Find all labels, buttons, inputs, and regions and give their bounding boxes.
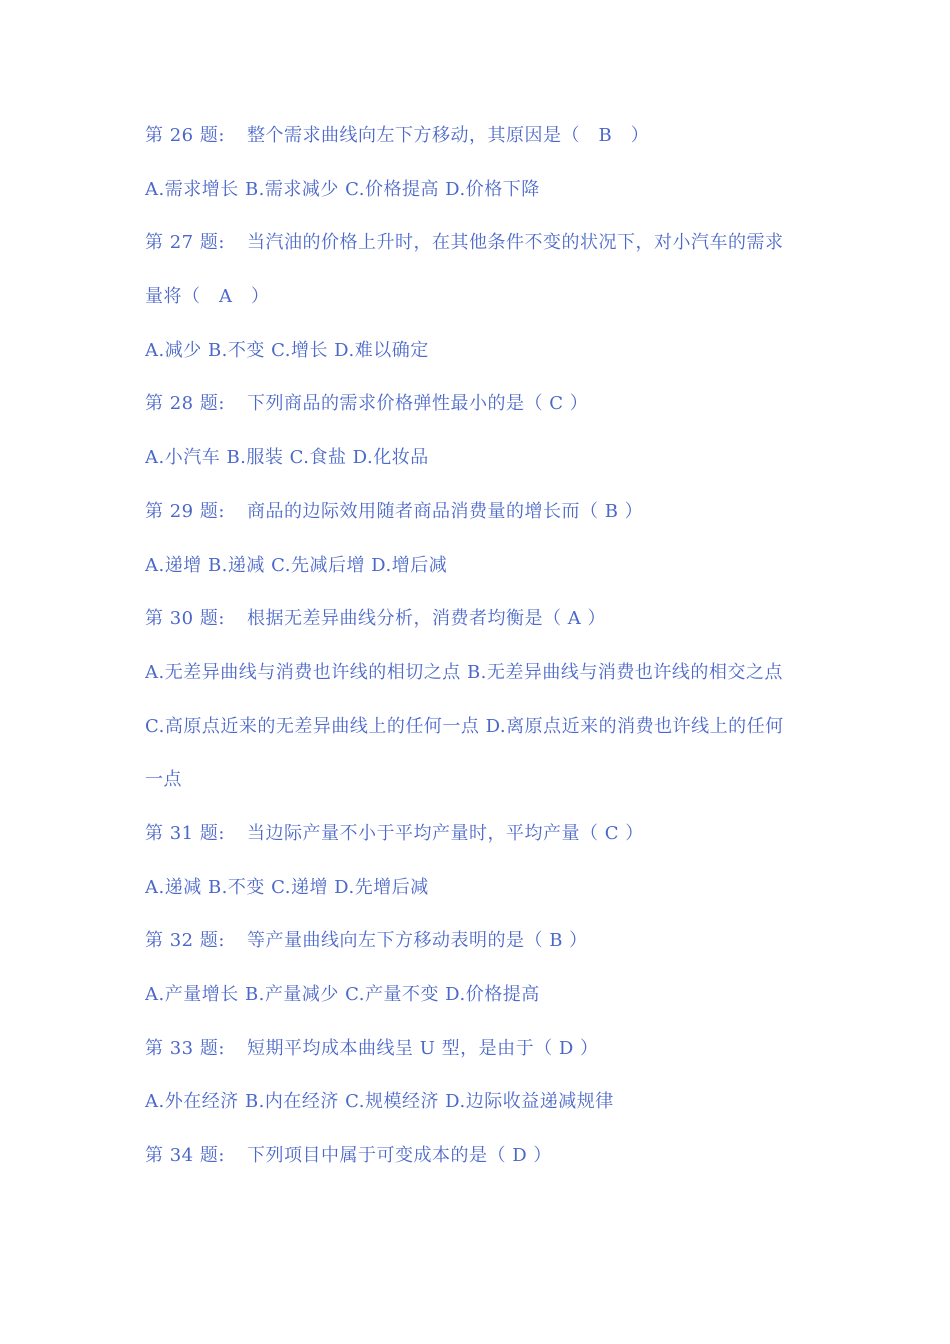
question-number: 第 28 题: bbox=[145, 393, 225, 415]
question-list bbox=[145, 117, 825, 1191]
options-27: A.减少 B.不变 C.增长 D.难以确定 bbox=[145, 339, 429, 361]
question-number: 第 32 题: bbox=[145, 930, 225, 952]
question-number: 第 26 题: bbox=[145, 125, 225, 146]
question-number: 第 34 题: bbox=[145, 1145, 225, 1167]
question-text: 下列项目中属于可变成本的是（ D ） bbox=[247, 1145, 552, 1167]
options-31: A.递减 B.不变 C.递增 D.先增后减 bbox=[145, 876, 429, 898]
options-30-line-1: A.无差异曲线与消费也许线的相切之点 B.无差异曲线与消费也许线的相交之点 bbox=[145, 661, 783, 683]
question-33 bbox=[145, 1030, 825, 1084]
options-26: A.需求增长 B.需求减少 C.价格提高 D.价格下降 bbox=[145, 178, 540, 200]
options-32: A.产量增长 B.产量减少 C.产量不变 D.价格提高 bbox=[145, 984, 540, 1005]
options-30-line-2: C.高原点近来的无差异曲线上的任何一点 D.离原点近来的消费也许线上的任何 bbox=[145, 715, 784, 737]
question-text: 短期平均成本曲线呈 U 型，是由于（ D ） bbox=[247, 1037, 599, 1059]
question-text: 当边际产量不小于平均产量时，平均产量（ C ） bbox=[247, 822, 644, 844]
question-34 bbox=[145, 1137, 825, 1191]
question-text: 当汽油的价格上升时，在其他条件不变的状况下，对小汽车的需求 bbox=[247, 232, 784, 254]
question-32 bbox=[145, 922, 825, 976]
options-28: A.小汽车 B.服装 C.食盐 D.化妆品 bbox=[145, 447, 429, 469]
question-text: 商品的边际效用随者商品消费量的增长而（ B ） bbox=[247, 500, 644, 522]
question-number: 第 30 题: bbox=[145, 608, 225, 630]
question-number: 第 33 题: bbox=[145, 1037, 225, 1059]
options-29: A.递增 B.递减 C.先减后增 D.增后减 bbox=[145, 554, 448, 576]
options-30-continuation: 一点 bbox=[145, 769, 182, 791]
question-number: 第 27 题: bbox=[145, 232, 225, 254]
question-29 bbox=[145, 493, 825, 547]
question-text: 根据无差异曲线分析，消费者均衡是（ A ） bbox=[247, 608, 606, 630]
question-text: 下列商品的需求价格弹性最小的是（ C ） bbox=[247, 393, 589, 415]
question-31 bbox=[145, 815, 825, 869]
question-28 bbox=[145, 385, 825, 439]
question-27 bbox=[145, 224, 825, 278]
question-number: 第 29 题: bbox=[145, 500, 225, 522]
question-number: 第 31 题: bbox=[145, 822, 225, 844]
question-text: 等产量曲线向左下方移动表明的是（ B ） bbox=[247, 930, 588, 952]
question-30 bbox=[145, 600, 825, 654]
question-27-continuation: 量将（ A ） bbox=[145, 286, 270, 308]
options-33: A.外在经济 B.内在经济 C.规模经济 D.边际收益递减规律 bbox=[145, 1091, 614, 1113]
question-26 bbox=[145, 117, 825, 171]
question-text: 整个需求曲线向左下方移动，其原因是（ B ） bbox=[247, 125, 650, 146]
